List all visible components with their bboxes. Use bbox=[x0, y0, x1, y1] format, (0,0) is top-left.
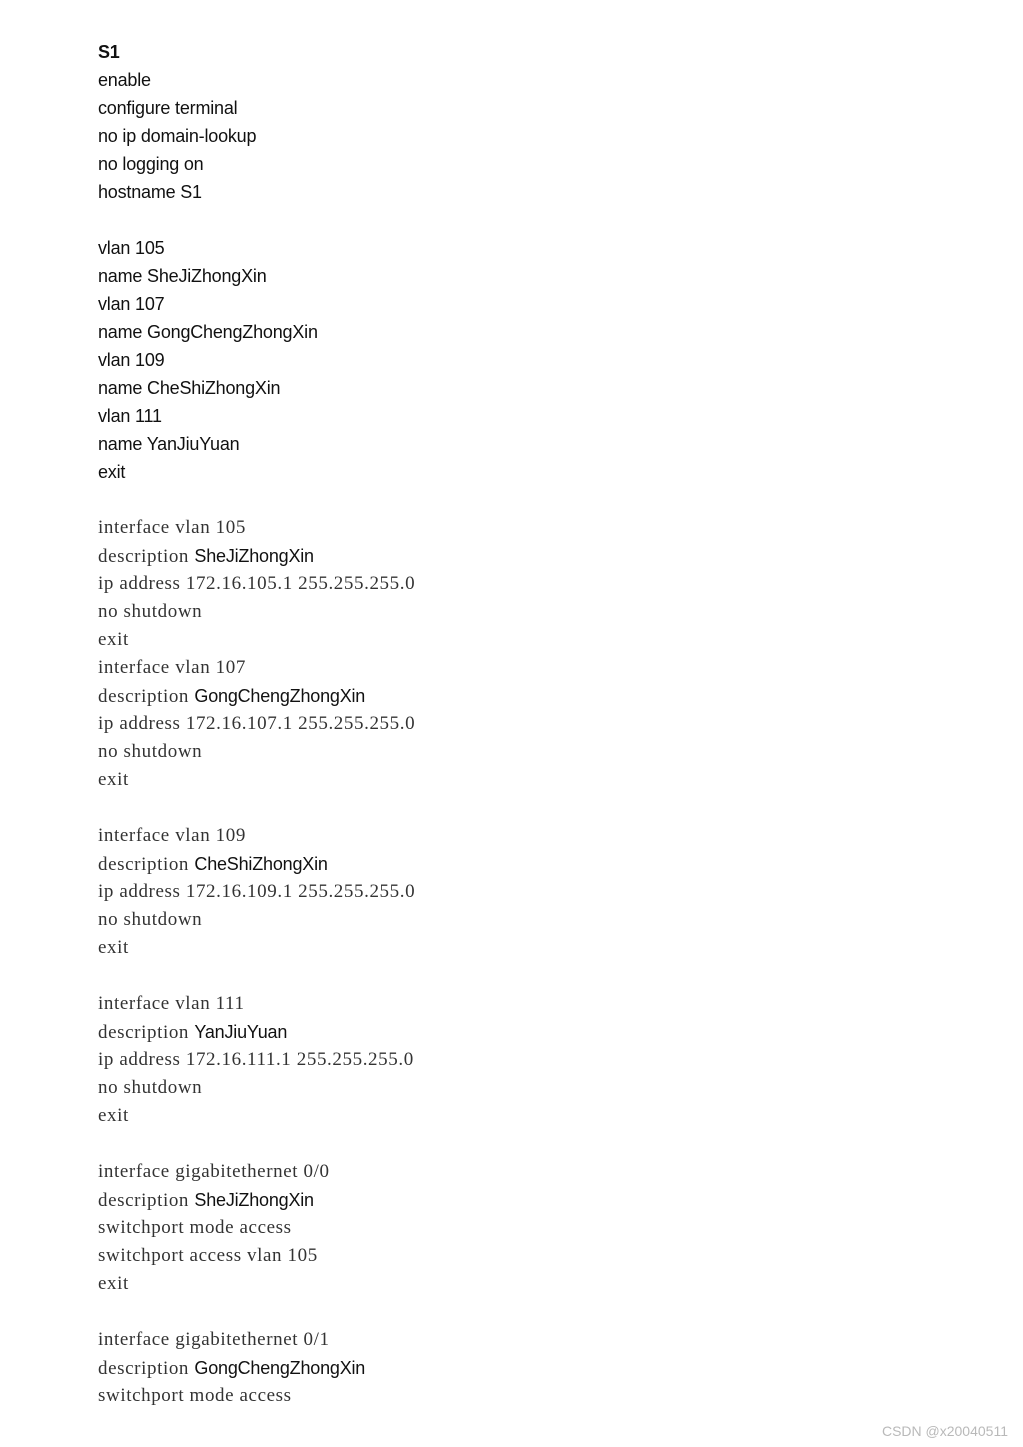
command-line: interface vlan 105 bbox=[98, 517, 246, 538]
command-line: exit bbox=[98, 462, 126, 482]
command-line: enable bbox=[98, 70, 151, 90]
command-line: vlan 105 bbox=[98, 238, 165, 258]
blank-line bbox=[98, 206, 978, 234]
command-line: no ip domain-lookup bbox=[98, 126, 257, 146]
description-line bbox=[98, 1186, 978, 1214]
command-line: name CheShiZhongXin bbox=[98, 378, 281, 398]
description-keyword: description bbox=[98, 1358, 190, 1379]
command-line: interface vlan 107 bbox=[98, 657, 246, 678]
command-line: exit bbox=[98, 629, 129, 650]
command-line: switchport mode access bbox=[98, 1217, 292, 1238]
command-line: exit bbox=[98, 769, 129, 790]
config-document bbox=[98, 38, 978, 1410]
description-value: SheJiZhongXin bbox=[194, 1190, 314, 1210]
command-line: ip address 172.16.111.1 255.255.255.0 bbox=[98, 1049, 414, 1070]
command-line: no logging on bbox=[98, 154, 204, 174]
command-line: exit bbox=[98, 1273, 129, 1294]
description-line bbox=[98, 1018, 978, 1046]
device-title: S1 bbox=[98, 42, 120, 62]
command-line: vlan 107 bbox=[98, 294, 165, 314]
description-value: SheJiZhongXin bbox=[194, 546, 314, 566]
command-line: vlan 109 bbox=[98, 350, 165, 370]
command-line: interface gigabitethernet 0/0 bbox=[98, 1161, 330, 1182]
command-line: name SheJiZhongXin bbox=[98, 266, 267, 286]
description-line bbox=[98, 682, 978, 710]
command-line: configure terminal bbox=[98, 98, 238, 118]
blank-line bbox=[98, 1130, 978, 1158]
command-line: switchport access vlan 105 bbox=[98, 1245, 318, 1266]
description-value: CheShiZhongXin bbox=[194, 854, 328, 874]
blank-line bbox=[98, 486, 978, 514]
blank-line bbox=[98, 962, 978, 990]
blank-line bbox=[98, 1298, 978, 1326]
blank-line bbox=[98, 794, 978, 822]
description-value: GongChengZhongXin bbox=[194, 1358, 366, 1378]
description-keyword: description bbox=[98, 686, 190, 707]
description-value: YanJiuYuan bbox=[194, 1022, 288, 1042]
description-keyword: description bbox=[98, 854, 190, 875]
description-keyword: description bbox=[98, 1022, 190, 1043]
command-line: hostname S1 bbox=[98, 182, 202, 202]
command-line: name GongChengZhongXin bbox=[98, 322, 318, 342]
command-line: ip address 172.16.107.1 255.255.255.0 bbox=[98, 713, 416, 734]
watermark: CSDN @x20040511 bbox=[881, 1423, 1008, 1439]
command-line: vlan 111 bbox=[98, 406, 162, 426]
description-keyword: description bbox=[98, 546, 190, 567]
command-line: no shutdown bbox=[98, 741, 203, 762]
command-line: interface vlan 109 bbox=[98, 825, 246, 846]
description-line bbox=[98, 542, 978, 570]
command-line: no shutdown bbox=[98, 909, 203, 930]
command-line: interface vlan 111 bbox=[98, 993, 245, 1014]
command-line: no shutdown bbox=[98, 601, 203, 622]
command-line: exit bbox=[98, 937, 129, 958]
description-keyword: description bbox=[98, 1190, 190, 1211]
command-line: switchport mode access bbox=[98, 1385, 292, 1406]
description-line bbox=[98, 850, 978, 878]
command-line: no shutdown bbox=[98, 1077, 203, 1098]
description-line bbox=[98, 1354, 978, 1382]
description-value: GongChengZhongXin bbox=[194, 686, 366, 706]
command-line: name YanJiuYuan bbox=[98, 434, 240, 454]
command-line: interface gigabitethernet 0/1 bbox=[98, 1329, 330, 1350]
command-line: ip address 172.16.109.1 255.255.255.0 bbox=[98, 881, 416, 902]
command-line: exit bbox=[98, 1105, 129, 1126]
command-line: ip address 172.16.105.1 255.255.255.0 bbox=[98, 573, 416, 594]
